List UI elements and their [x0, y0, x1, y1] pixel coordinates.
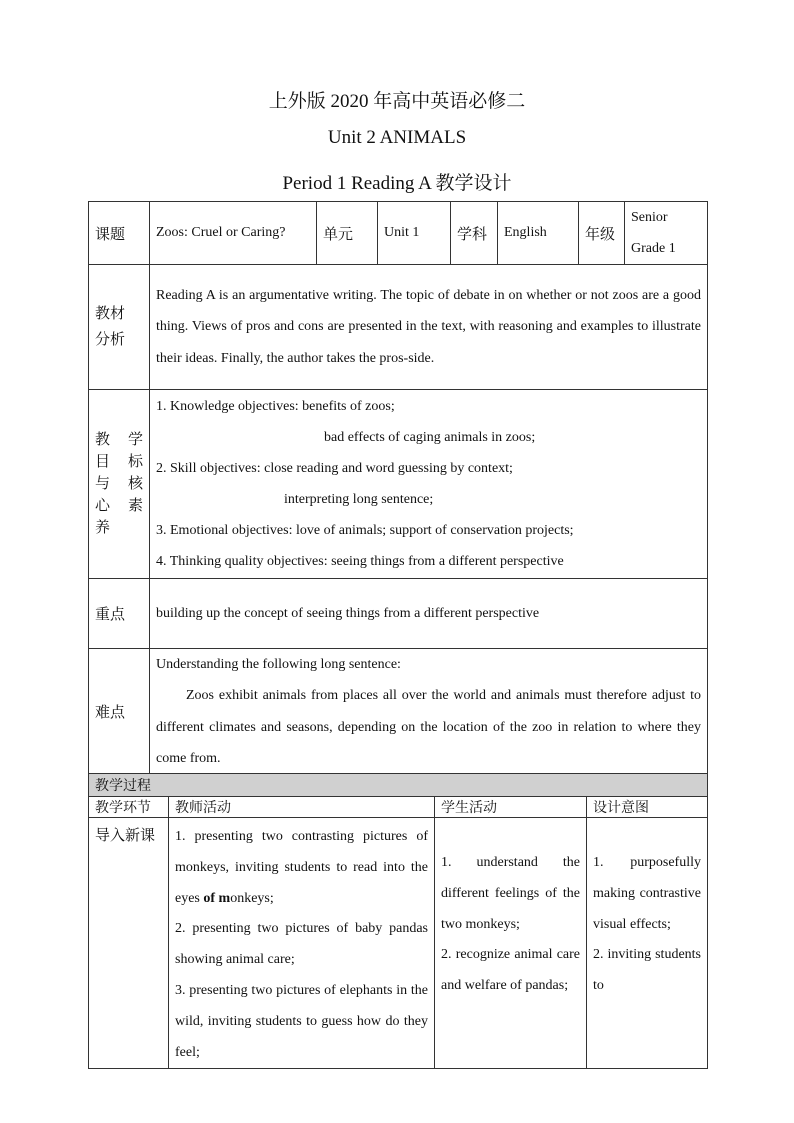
header-stage: 教学环节: [89, 797, 169, 818]
teacher-activity-item: [175, 822, 428, 914]
subject-value: English: [498, 202, 579, 265]
header-student: 学生活动: [435, 797, 587, 818]
objective-line: interpreting long sentence;: [284, 492, 434, 507]
objective-line: 4. Thinking quality objectives: seeing things from a different perspective: [156, 554, 564, 569]
intro-stage-row: [89, 818, 708, 1069]
grade-value-line2: Grade 1: [631, 241, 676, 256]
material-analysis-row: [89, 265, 708, 390]
teacher-activity-item: [175, 976, 428, 1068]
objective-line: 3. Emotional objectives: love of animals; support of conservation projects;: [156, 523, 574, 538]
topic-label: 课题: [89, 202, 150, 265]
info-row: [89, 202, 708, 265]
teacher-activity-text: presenting two pictures of baby pandas showing animal care;: [175, 921, 429, 968]
difficulty-intro: Understanding the following long sentence:: [156, 657, 401, 672]
objectives-label-row: 教学: [95, 432, 143, 448]
unit-title: Unit 2 ANIMALS: [327, 127, 467, 148]
difficulty-sentence: Zoos exhibit animals from places all over the world and animals must therefore adjust to different climates and seasons, depending on the location of the zoo in relation to where they come from.: [156, 688, 701, 766]
grade-value: [625, 202, 708, 265]
objective-line: bad effects of caging animals in zoos;: [324, 430, 536, 445]
key-point-label: 重点: [89, 579, 150, 649]
teacher-activity-item: [175, 914, 428, 976]
teacher-activity-number: 1.: [175, 829, 186, 844]
design-intention-item: 2. inviting students to: [593, 947, 701, 994]
teaching-process-table: [88, 773, 708, 1069]
difficulty-row: [89, 649, 708, 776]
difficulty-content: [150, 649, 708, 776]
student-activity-item: 2. recognize animal care and welfare of pandas;: [441, 947, 580, 994]
unit-label: 单元: [317, 202, 378, 265]
grade-label: 年级: [579, 202, 625, 265]
objectives-label-row: 养: [95, 520, 111, 536]
period-title: Period 1 Reading A 教学设计: [282, 173, 512, 194]
objectives-label-row: 与核: [95, 476, 143, 492]
objectives-row: [89, 390, 708, 579]
student-activity-item: 1. understand the different feelings of the two monkeys;: [441, 855, 580, 932]
objectives-label-row: 心素: [95, 498, 143, 514]
material-analysis-text: Reading A is an argumentative writing. The topic of debate in on whether or not zoos are a good thing. Views of pros and cons are presented in the text, with reasoning and examples to illustrate their ideas. Finally, the author takes the pros-side.: [150, 265, 708, 390]
topic-value: Zoos: Cruel or Caring?: [150, 202, 317, 265]
student-activities: [435, 818, 587, 1069]
subject-label: 学科: [451, 202, 498, 265]
objectives-label: [89, 390, 150, 579]
design-intentions: [587, 818, 708, 1069]
teacher-activities: [169, 818, 435, 1069]
teacher-activity-bold: of m: [203, 890, 231, 906]
teacher-activity-number: 2.: [175, 921, 186, 937]
material-analysis-label: [89, 265, 150, 390]
material-label-line1: 教材: [95, 306, 126, 322]
header-teacher: 教师活动: [169, 797, 435, 818]
teacher-activity-text: presenting two pictures of elephants in the wild, inviting students to guess how do they feel;: [175, 982, 428, 1060]
process-title-row: [89, 774, 708, 797]
key-point-text: building up the concept of seeing things from a different perspective: [150, 579, 708, 649]
stage-name: 导入新课: [89, 818, 169, 1069]
difficulty-label: 难点: [89, 649, 150, 776]
process-title: 教学过程: [89, 774, 708, 797]
objective-line: 2. Skill objectives: close reading and word guessing by context;: [156, 461, 513, 476]
unit-value: Unit 1: [378, 202, 451, 265]
document-title: 上外版 2020 年高中英语必修二: [268, 91, 526, 112]
objectives-label-row: 目标: [95, 454, 143, 470]
lesson-info-table: [88, 201, 708, 776]
teacher-activity-number: 3.: [175, 982, 186, 998]
teacher-activity-tail: onkeys;: [230, 890, 274, 906]
material-label-line2: 分析: [95, 332, 126, 348]
key-point-row: [89, 579, 708, 649]
process-header-row: [89, 797, 708, 818]
objective-line: 1. Knowledge objectives: benefits of zoos;: [156, 399, 395, 414]
grade-value-line1: Senior: [631, 210, 668, 225]
objectives-list: [150, 390, 708, 579]
teacher-activity-text: presenting two contrasting pictures of monkeys, inviting students to read into the eyes: [175, 829, 428, 906]
design-intention-item: 1. purposefully making contrastive visual effects;: [593, 855, 701, 932]
header-design: 设计意图: [587, 797, 708, 818]
